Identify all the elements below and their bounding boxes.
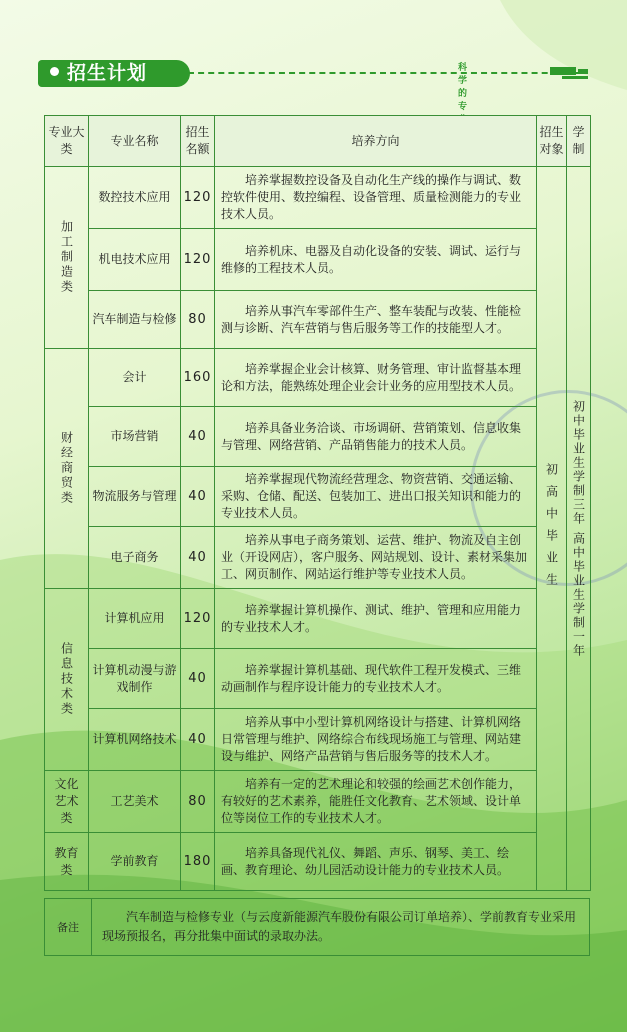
table-row bbox=[45, 407, 591, 467]
section-title-pill bbox=[38, 60, 190, 87]
bullet-icon bbox=[50, 67, 59, 76]
enrollment-table bbox=[44, 115, 591, 891]
quota-value: 40 bbox=[181, 709, 215, 771]
table-row bbox=[45, 709, 591, 771]
major-name: 物流服务与管理 bbox=[89, 467, 181, 527]
direction-text: 培养掌握现代物流经营理念、物资营销、交通运输、采购、仓储、配送、包装加工、进出口报关知识和能力的专业技术人员。 bbox=[215, 467, 537, 527]
table-row bbox=[45, 589, 591, 649]
category-cell bbox=[45, 589, 89, 771]
category-label: 财经商贸类 bbox=[59, 431, 74, 506]
quota-value: 180 bbox=[181, 833, 215, 891]
table-row bbox=[45, 467, 591, 527]
quota-value: 40 bbox=[181, 649, 215, 709]
category-label: 教育类 bbox=[54, 845, 79, 877]
quota-value: 120 bbox=[181, 589, 215, 649]
major-name: 工艺美术 bbox=[89, 771, 181, 833]
major-name: 机电技术应用 bbox=[89, 229, 181, 291]
note-text: 汽车制造与检修专业（与云度新能源汽车股份有限公司订单培养）、学前教育专业采用现场预报名，再分批集中面试的录取办法。 bbox=[92, 899, 590, 956]
header-dashed-line bbox=[188, 72, 578, 74]
header-quota: 招生名额 bbox=[181, 116, 215, 167]
header-target: 招生对象 bbox=[537, 116, 567, 167]
table-row bbox=[45, 771, 591, 833]
table-row bbox=[45, 527, 591, 589]
system-cell bbox=[567, 167, 591, 891]
direction-text: 培养掌握计算机基础、现代软件工程开发模式、三维动画制作与程序设计能力的专业技术人才。 bbox=[215, 649, 537, 709]
major-name: 会计 bbox=[89, 349, 181, 407]
table-row bbox=[45, 833, 591, 891]
table-row bbox=[45, 229, 591, 291]
section-title: 招生计划 bbox=[67, 62, 148, 84]
quota-value: 80 bbox=[181, 771, 215, 833]
header-category: 专业大类 bbox=[45, 116, 89, 167]
major-name: 计算机网络技术 bbox=[89, 709, 181, 771]
table-row bbox=[45, 291, 591, 349]
target-cell bbox=[537, 167, 567, 891]
direction-text: 培养机床、电器及自动化设备的安装、调试、运行与维修的工程技术人员。 bbox=[215, 229, 537, 291]
major-name: 计算机动漫与游戏制作 bbox=[89, 649, 181, 709]
note-table bbox=[44, 898, 590, 956]
direction-text: 培养有一定的艺术理论和较强的绘画艺术创作能力，有较好的艺术素养，能胜任文化教育、艺术领域、设计单位等岗位工作的专业技术人才。 bbox=[215, 771, 537, 833]
quota-value: 120 bbox=[181, 167, 215, 229]
category-cell bbox=[45, 771, 89, 833]
header-bar-decoration bbox=[578, 69, 588, 74]
quota-value: 80 bbox=[181, 291, 215, 349]
major-name: 市场营销 bbox=[89, 407, 181, 467]
category-cell bbox=[45, 833, 89, 891]
direction-text: 培养掌握计算机操作、测试、维护、管理和应用能力的专业技术人才。 bbox=[215, 589, 537, 649]
direction-text: 培养从事汽车零部件生产、整车装配与改装、性能检测与诊断、汽车营销与售后服务等工作的技能型人才。 bbox=[215, 291, 537, 349]
header-direction: 培养方向 bbox=[215, 116, 537, 167]
major-name: 电子商务 bbox=[89, 527, 181, 589]
note-label: 备注 bbox=[45, 899, 92, 956]
direction-text: 培养具备现代礼仪、舞蹈、声乐、钢琴、美工、绘画、教育理论、幼儿园活动设计能力的专业技术人员。 bbox=[215, 833, 537, 891]
category-cell bbox=[45, 167, 89, 349]
table-row bbox=[45, 349, 591, 407]
quota-value: 120 bbox=[181, 229, 215, 291]
direction-text: 培养掌握数控设备及自动化生产线的操作与调试、数控软件使用、数控编程、设备管理、质量检测能力的专业技术人员。 bbox=[215, 167, 537, 229]
direction-text: 培养从事电子商务策划、运营、维护、物流及自主创业（开设网店），客户服务、网站规划、设计、素材采集加工、网页制作、网站运行维护等专业技术人员。 bbox=[215, 527, 537, 589]
header-major: 专业名称 bbox=[89, 116, 181, 167]
major-name: 学前教育 bbox=[89, 833, 181, 891]
direction-text: 培养具备业务洽谈、市场调研、营销策划、信息收集与管理、网络营销、产品销售能力的技术人员。 bbox=[215, 407, 537, 467]
system-label: 初中毕业生学制三年 高中毕业生学制一年 bbox=[571, 399, 586, 658]
section-subtitle: 科学的专 bbox=[458, 63, 468, 112]
header-system: 学制 bbox=[567, 116, 591, 167]
direction-text: 培养从事中小型计算机网络设计与搭建、计算机网络日常管理与维护、网络综合布线现场施工与管理、网站建设与维护、网络产品营销与售后服务等的技术人才。 bbox=[215, 709, 537, 771]
target-label: 初高中毕业生 bbox=[544, 462, 559, 595]
quota-value: 40 bbox=[181, 407, 215, 467]
major-name: 汽车制造与检修 bbox=[89, 291, 181, 349]
header-bar-decoration bbox=[550, 67, 576, 75]
table-row bbox=[45, 167, 591, 229]
quota-value: 40 bbox=[181, 527, 215, 589]
major-name: 数控技术应用 bbox=[89, 167, 181, 229]
category-label: 文化艺术类 bbox=[54, 777, 79, 825]
direction-text: 培养掌握企业会计核算、财务管理、审计监督基本理论和方法，能熟练处理企业会计业务的应用型技术人员。 bbox=[215, 349, 537, 407]
category-label: 信息技术类 bbox=[59, 642, 74, 717]
major-name: 计算机应用 bbox=[89, 589, 181, 649]
note-row bbox=[45, 899, 590, 956]
quota-value: 40 bbox=[181, 467, 215, 527]
category-cell bbox=[45, 349, 89, 589]
quota-value: 160 bbox=[181, 349, 215, 407]
header-bar-decoration bbox=[562, 76, 588, 79]
table-row bbox=[45, 649, 591, 709]
table-header-row bbox=[45, 116, 591, 167]
category-label: 加工制造类 bbox=[59, 220, 74, 295]
